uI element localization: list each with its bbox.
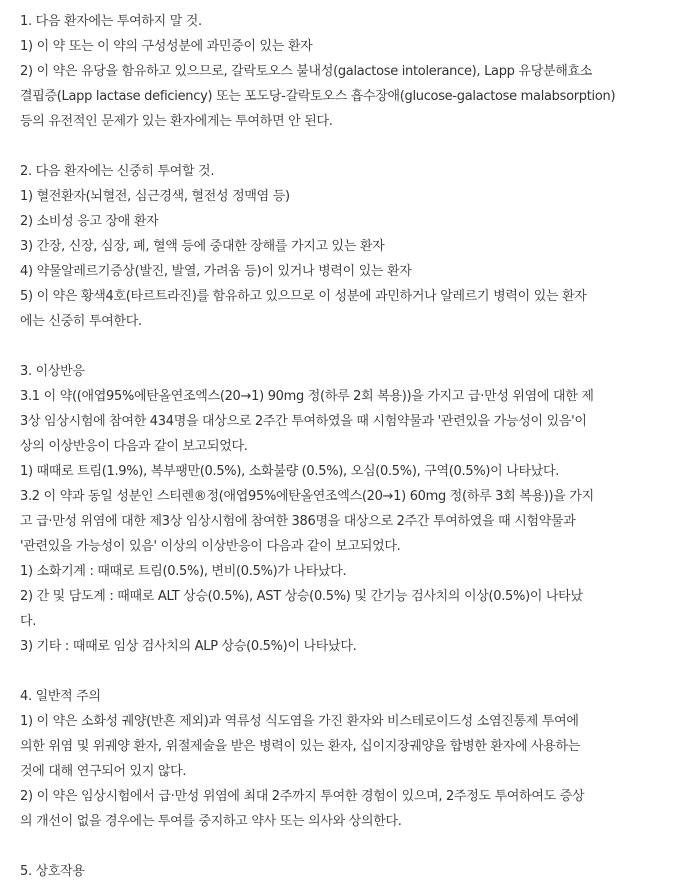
text-line: 1) 혈전환자(뇌혈전, 심근경색, 혈전성 정맥염 등) bbox=[20, 189, 290, 204]
text-line: 1) 이 약은 소화성 궤양(반흔 제외)과 역류성 식도염을 가진 환자와 비스테로이드성 소염진통제 투여에 bbox=[20, 714, 579, 729]
text-line: 2) 간 및 담도계 : 때때로 ALT 상승(0.5%), AST 상승(0.5%) 및 간기능 검사치의 이상(0.5%)이 나타났 bbox=[20, 589, 583, 604]
text-line: 3) 기타 : 때때로 임상 검사치의 ALP 상승(0.5%)이 나타났다. bbox=[20, 639, 357, 654]
section-heading: 2. 다음 환자에는 신중히 투여할 것. bbox=[20, 164, 215, 179]
text-line: 2) 소비성 응고 장애 환자 bbox=[20, 214, 159, 229]
text-line: 1) 이 약 또는 이 약의 구성성분에 과민증이 있는 환자 bbox=[20, 39, 313, 54]
text-line: 것에 대해 연구되어 있지 않다. bbox=[20, 764, 187, 779]
text-line: 1. 다음 환자에는 투여하지 말 것. bbox=[20, 14, 202, 29]
text-line: 의한 위염 및 위궤양 환자, 위절제술을 받은 병력이 있는 환자, 십이지장궤양을 합병한 환자에 사용하는 bbox=[20, 739, 581, 754]
text-line: 3.1 이 약((애엽95%에탄올연조엑스(20→1) 90mg 정(하루 2회 복용))을 가지고 급·만성 위염에 대한 제 bbox=[20, 389, 594, 404]
text-line: 2) 이 약은 유당을 함유하고 있으므로, 갈락토오스 불내성(galactose intolerance), Lapp 유당분해효소 bbox=[20, 64, 592, 79]
text-line: 다. bbox=[20, 614, 37, 629]
text-line: 1) 소화기계 : 때때로 트림(0.5%), 변비(0.5%)가 나타났다. bbox=[20, 564, 347, 579]
text-line: 2) 이 약은 임상시험에서 급·만성 위염에 최대 2주까지 투여한 경험이 있으며, 2주정도 투여하여도 증상 bbox=[20, 789, 585, 804]
section-heading: 4. 일반적 주의 bbox=[20, 689, 101, 704]
text-line: 에는 신중히 투여한다. bbox=[20, 314, 142, 329]
section-heading: 3. 이상반응 bbox=[20, 364, 85, 379]
text-line: 상의 이상반응이 다음과 같이 보고되었다. bbox=[20, 439, 248, 454]
section-heading: 5. 상호작용 bbox=[20, 864, 85, 879]
text-line: 의 개선이 없을 경우에는 투여를 중지하고 약사 또는 의사와 상의한다. bbox=[20, 814, 402, 829]
text-line: '관련있을 가능성이 있음' 이상의 이상반응이 다음과 같이 보고되었다. bbox=[20, 539, 401, 554]
text-line: 4) 약물알레르기증상(발진, 발열, 가려움 등)이 있거나 병력이 있는 환자 bbox=[20, 264, 412, 279]
text-line: 5) 이 약은 황색4호(타르트라진)를 함유하고 있으므로 이 성분에 과민하거나 알레르기 병력이 있는 환자 bbox=[20, 289, 587, 304]
text-line: 등의 유전적인 문제가 있는 환자에게는 투여하면 안 된다. bbox=[20, 114, 333, 129]
text-line: 1) 때때로 트림(1.9%), 복부팽만(0.5%), 소화불량 (0.5%), 오심(0.5%), 구역(0.5%)이 나타났다. bbox=[20, 464, 560, 479]
text-line: 3) 간장, 신장, 심장, 폐, 혈액 등에 중대한 장해를 가지고 있는 환자 bbox=[20, 239, 385, 254]
text-line: 결핍증(Lapp lactase deficiency) 또는 포도당-갈락토오스 흡수장애(glucose-galactose malabsorption) bbox=[20, 89, 616, 104]
text-line: 3상 임상시험에 참여한 434명을 대상으로 2주간 투여하였을 때 시험약물과 '관련있을 가능성이 있음'이 bbox=[20, 414, 587, 429]
text-line: 3.2 이 약과 동일 성분인 스티렌®정(애엽95%에탄올연조엑스(20→1) 60mg 정(하루 3회 복용))을 가지 bbox=[20, 489, 594, 504]
text-line: 고 급·만성 위염에 대한 제3상 임상시험에 참여한 386명을 대상으로 2주간 투여하였을 때 시험약물과 bbox=[20, 514, 576, 529]
